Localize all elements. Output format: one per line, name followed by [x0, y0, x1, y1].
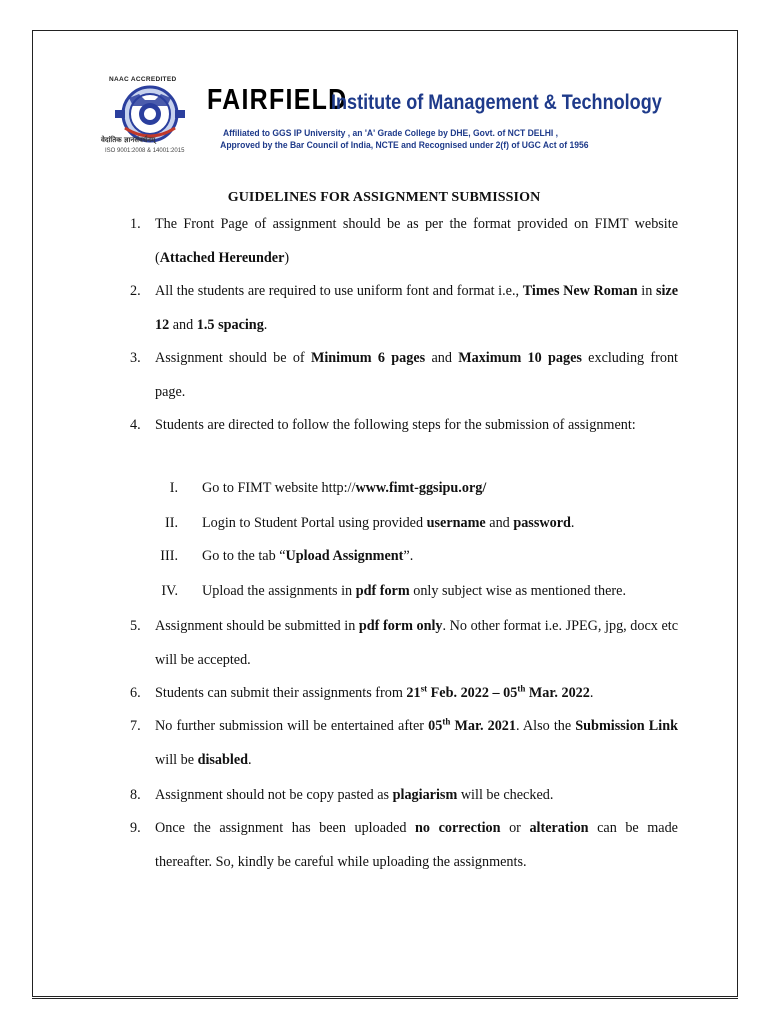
item-text: Assignment should not be copy pasted as plagiarism will be checked. — [155, 787, 554, 803]
step-text: Go to the tab “Upload Assignment”. — [202, 548, 414, 564]
institute-subtitle: Institute of Management & Technology — [331, 91, 662, 114]
naac-label: NAAC ACCREDITED — [109, 76, 177, 83]
document-title: GUIDELINES FOR ASSIGNMENT SUBMISSION — [227, 190, 541, 205]
item-text: All the students are required to use uniform font and format i.e., Times New Roman in size 12 and 1.5 spacing. — [155, 283, 678, 333]
step-text: Go to FIMT website http://www.fimt-ggsipu.org/ — [202, 480, 487, 496]
item-number: 9. — [130, 820, 141, 836]
institute-name: FAIRFIELD — [207, 84, 348, 116]
item-text: Once the assignment has been uploaded no correction or alteration can be made thereafter. So, kindly be careful while uploading the assignments. — [155, 820, 678, 870]
step-number: IV. — [161, 583, 178, 599]
college-seal — [95, 76, 210, 166]
seal-iso: ISO 9001:2008 & 14001:2015 — [105, 148, 185, 154]
item-number: 8. — [130, 787, 141, 803]
step-text: Upload the assignments in pdf form only subject wise as mentioned there. — [202, 583, 626, 599]
step-number: III. — [160, 548, 178, 564]
affiliation-text — [220, 127, 589, 151]
item-text: Students can submit their assignments from 21st Feb. 2022 – 05th Mar. 2022. — [155, 683, 594, 701]
seal-motto: वेदांतिक ज्ञानसंवर्धनम् — [101, 136, 156, 144]
item-text: Students are directed to follow the following steps for the submission of assignment: — [155, 417, 636, 433]
letterhead — [95, 76, 695, 166]
item-text: Assignment should be submitted in pdf form only. No other format i.e. JPEG, jpg, docx etc will be accepted. — [155, 618, 678, 668]
step-text: Login to Student Portal using provided username and password. — [202, 515, 575, 531]
step-number: II. — [165, 515, 178, 531]
item-text: Assignment should be of Minimum 6 pages and Maximum 10 pages excluding front page. — [155, 350, 678, 400]
item-text: The Front Page of assignment should be as per the format provided on FIMT website (Attached Hereunder) — [155, 216, 678, 266]
item-number: 4. — [130, 417, 141, 433]
step-number: I. — [169, 480, 178, 496]
item-text: No further submission will be entertained after 05th Mar. 2021. Also the Submission Link will be disabled. — [155, 716, 678, 768]
item-number: 6. — [130, 685, 141, 701]
affiliation-line-2: Approved by the Bar Council of India, NCTE and Recognised under 2(f) of UGC Act of 1956 — [220, 140, 589, 150]
item-number: 7. — [130, 718, 141, 734]
affiliation-line-1: Affiliated to GGS IP University , an 'A' Grade College by DHE, Govt. of NCT DELHI , — [223, 128, 559, 138]
item-number: 1. — [130, 216, 141, 232]
item-number: 3. — [130, 350, 141, 366]
item-number: 5. — [130, 618, 141, 634]
item-number: 2. — [130, 283, 141, 299]
